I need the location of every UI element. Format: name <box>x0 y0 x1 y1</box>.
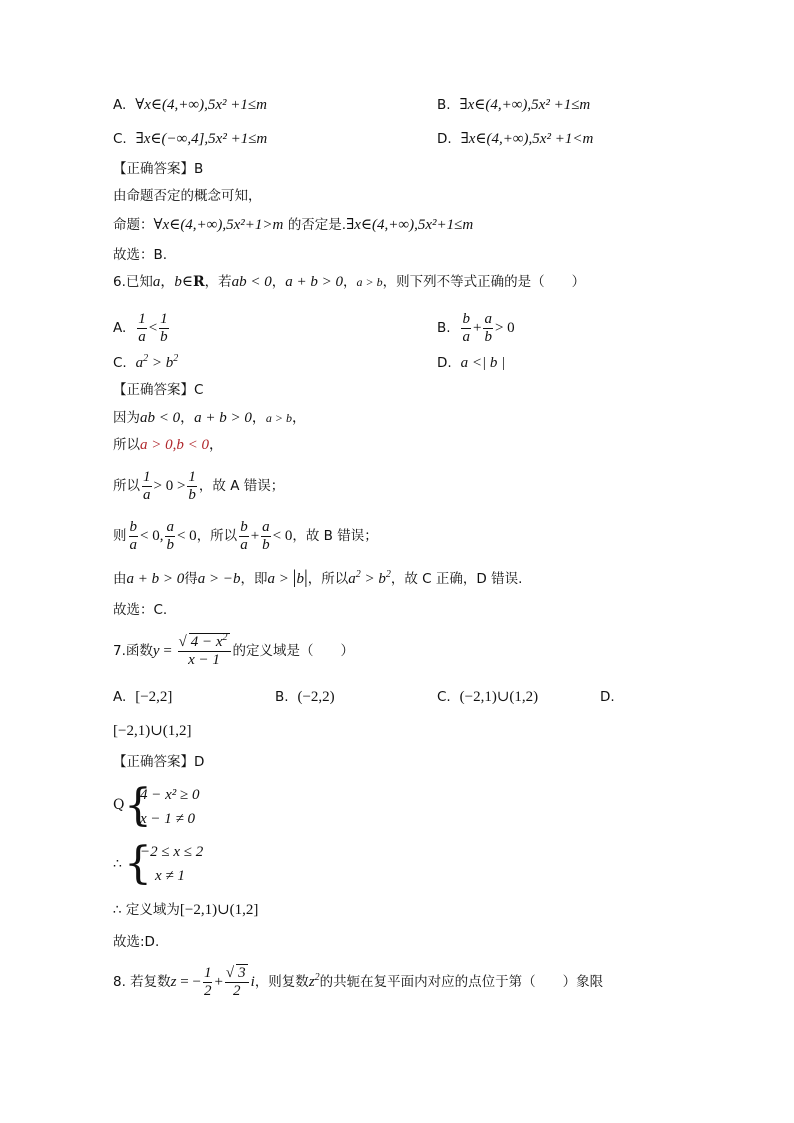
q7-stem: 7.函数y = $\frac{√ 4 - x^2}{x - 1}$ 的定义域是（ ） <box>113 632 355 668</box>
q5-option-d: D. ∃x∈(4,+∞),5x² +1<m <box>437 131 594 147</box>
q7-answer: 【正确答案】D <box>113 754 205 770</box>
q7-conclusion: 故选:D. <box>113 934 160 950</box>
q5-option-b: B. ∃x∈(4,+∞),5x² +1≤m <box>437 97 591 113</box>
q5-option-c: C. ∃x∈(−∞,4],5x² +1≤m <box>113 131 268 147</box>
q6-option-d: D. a <| b | <box>437 355 506 371</box>
q7-system-2-row-2: x ≠ 1 <box>155 868 185 884</box>
q5-option-b-math: ∃x∈(4,+∞),5x² +1≤m <box>459 97 591 113</box>
q6-answer: 【正确答案】C <box>113 382 204 398</box>
q6-explanation-1: 因为ab < 0，a + b > 0，a > b， <box>113 410 306 426</box>
q7-option-c: C. (−2,1)∪(1,2) <box>437 689 539 705</box>
q7-system-2-brace: { <box>124 838 152 889</box>
q5-answer: 【正确答案】B <box>113 161 204 177</box>
q8-stem: 8. 若复数z = − $\frac{1}{2}$ + $\frac{√ 3}{2}$ i，则复数$z^2$的共轭在复平面内对应的点位于第（ ）象限 <box>113 964 604 999</box>
q5-explanation-1: 由命题否定的概念可知， <box>113 188 262 204</box>
q6-explanation-5: 由a + b > 0得a > −b，即a > |b|，所以$a^2 > b^2$，故 C 正确，D 错误. <box>113 567 523 588</box>
q5-option-a-math: ∀x∈(4,+∞),5x² +1≤m <box>135 97 267 113</box>
q6-conclusion: 故选：C. <box>113 602 168 618</box>
q6-option-c: C. $a^2 > b^2$ <box>113 353 179 371</box>
q7-option-d: [−2,1)∪(1,2] <box>113 723 192 739</box>
q7-system-1-row-1: 4 − x² ≥ 0 <box>140 787 200 803</box>
q7-system-1-prefix: Q <box>113 797 125 813</box>
q7-system-2-prefix: ∴ <box>113 856 122 872</box>
q5-conclusion: 故选：B. <box>113 247 168 263</box>
q5-explanation-2: 命题：∀x∈(4,+∞),5x²+1>m 的否定是.∃x∈(4,+∞),5x²+1≤m <box>113 217 474 233</box>
q7-system-2-row-1: −2 ≤ x ≤ 2 <box>140 844 204 860</box>
q6-option-b: B. $\frac{b}{a}$ + $\frac{a}{b}$ > 0 <box>437 310 515 345</box>
q5-option-c-math: ∃x∈(−∞,4],5x² +1≤m <box>135 131 268 147</box>
q5-option-d-math: ∃x∈(4,+∞),5x² +1<m <box>460 131 594 147</box>
q7-system-1-row-2: x − 1 ≠ 0 <box>140 811 196 827</box>
q5-option-a: A. ∀x∈(4,+∞),5x² +1≤m <box>113 97 267 113</box>
q7-domain: ∴ 定义域为[−2,1)∪(1,2] <box>113 902 259 918</box>
q6-option-a: A. $\frac{1}{a}$ < $\frac{1}{b}$ <box>113 310 168 345</box>
q6-stem: 6.已知a，b∈R，若ab < 0，a + b > 0，a > b，则下列不等式正确的是（ ） <box>113 274 586 290</box>
q6-explanation-3: 所以 $\frac{1}{a}$ > 0 > $\frac{1}{b}$ ，故 A 错误； <box>113 468 285 503</box>
q7-option-d-label: D. <box>600 689 615 705</box>
q6-explanation-2: 所以a > 0,b < 0， <box>113 437 223 453</box>
q7-option-a: A. [−2,2] <box>113 689 173 705</box>
q7-system-1-brace: { <box>124 780 152 831</box>
q6-explanation-4: 则 $\frac{b}{a}$ < 0, $\frac{a}{b}$ < 0，所以 $\frac{b}{a}$ + $\frac{a}{b}$ < 0，故 B 错误； <box>113 518 378 553</box>
q7-option-b: B. (−2,2) <box>275 689 335 705</box>
